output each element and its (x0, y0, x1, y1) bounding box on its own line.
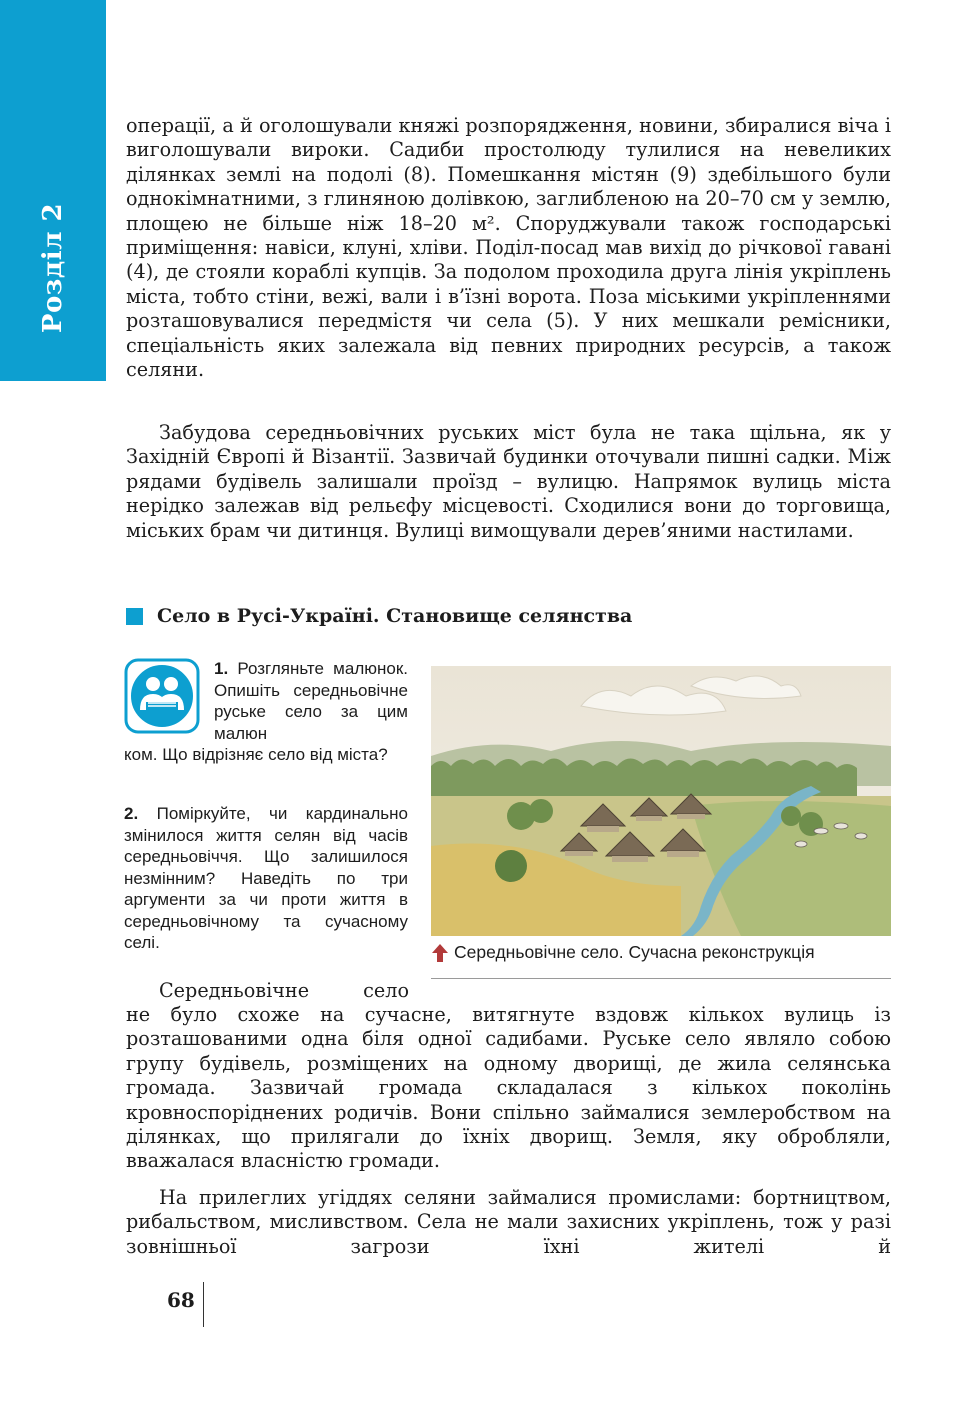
paragraph-city-layout-text: Забудова середньовічних руських міст була не така щільна, як у Західній Європі й Візантії. Зазвичай будинки оточували пишні садки. Між рядами будівель залишали проїзд – вулицю. Напрямок вулиць міста нерідко залежав від рельєфу місцевості. Сходилися вони до торговища, міських брам чи дитинця. Вулиці вимощували дерев’яними настилами. (126, 421, 891, 542)
chapter-tab (0, 0, 106, 381)
paragraph-village-first-words: Середньовічне село (159, 979, 409, 1002)
paragraph-crafts-text: На прилеглих угіддях селяни займалися промислами: бортництвом, рибальством, мисливством. Села не мали захисних укріплень, тож у разі зовнішньої загрози їхні жителі й (126, 1186, 891, 1258)
paragraph-village-text: не було схоже на сучасне, витягнуте вздовж кількох вулиць із розташованими одна біля одної садибами. Руське село являло собою групу будівель, розміщених на одному дворищі, де жила селянська громада. Зазвичай громада складалася з кількох поколінь кровноспоріднених родичів. Вони спільно займалися землеробством на ділянках, що прилягали до їхніх дворищ. Земля, яку обробляли, вважалася власністю громади. (126, 1003, 891, 1173)
paragraph-intro-text: операції, а й оголошували княжі розпорядження, новини, збиралися віча і виголошували вироки. Садиби простолюду тулилися на невеликих ділянках землі на подолі (8). Помешкання містян (9) здебільшого були однокімнатними, з глиняною долівкою, заглибленою на 20–70 см у землю, площею не більше ніж 18–20 м². (126, 114, 891, 235)
question-2-text: Поміркуйте, чи кардинально змінилося життя селян від часів середньовіччя. Що залишилося незмінним? Наведіть по три аргументи за чи проти життя в середньовічному та сучасному селі. (124, 804, 408, 952)
chapter-tab-label: Розділ 2 (38, 202, 68, 334)
discussion-group-icon (124, 658, 200, 734)
up-arrow-icon (431, 943, 449, 963)
figure-caption-text: Середньовічне село. Сучасна реконструкція (454, 942, 815, 962)
section-title: Село в Русі-Україні. Становище селянства (157, 605, 633, 627)
paragraph-village-start (126, 979, 409, 1003)
question-2 (124, 803, 408, 954)
question-1-top (214, 658, 408, 744)
paragraph-village (126, 1003, 891, 1174)
page-number-rule (203, 1282, 204, 1327)
section-heading (126, 602, 632, 630)
section-marker-icon (126, 608, 143, 625)
question-2-number: 2. (124, 804, 139, 823)
figure-caption (431, 942, 815, 963)
caption-divider (431, 978, 891, 979)
paragraph-city-layout (126, 421, 891, 543)
medieval-village-illustration (431, 666, 891, 936)
paragraph-intro (126, 114, 891, 382)
paragraph-intro-text-cont: Споруджували також господарські приміщення: навіси, клуні, хліви. Поділ-посад мав вихід до річкової гавані (4), де стояли кораблі купців. За подолом проходила друга лінія укріплень міста, тобто стіни, вежі, вали і в’їзні ворота. Поза міськими укріпленнями розташовувалися передмістя чи села (5). У них мешкали ремісники, спеціальність яких залежала від певних природних ресурсів, а також селяни. (126, 211, 891, 382)
paragraph-crafts (126, 1186, 891, 1259)
question-1-bottom: ком. Що відрізняє село від міста? (124, 745, 388, 764)
question-1-text: Розгляньте малюнок. Опишіть середньовічне руське село за цим малюн (214, 659, 408, 743)
question-1-number: 1. (214, 659, 229, 678)
page-number: 68 (167, 1288, 195, 1312)
